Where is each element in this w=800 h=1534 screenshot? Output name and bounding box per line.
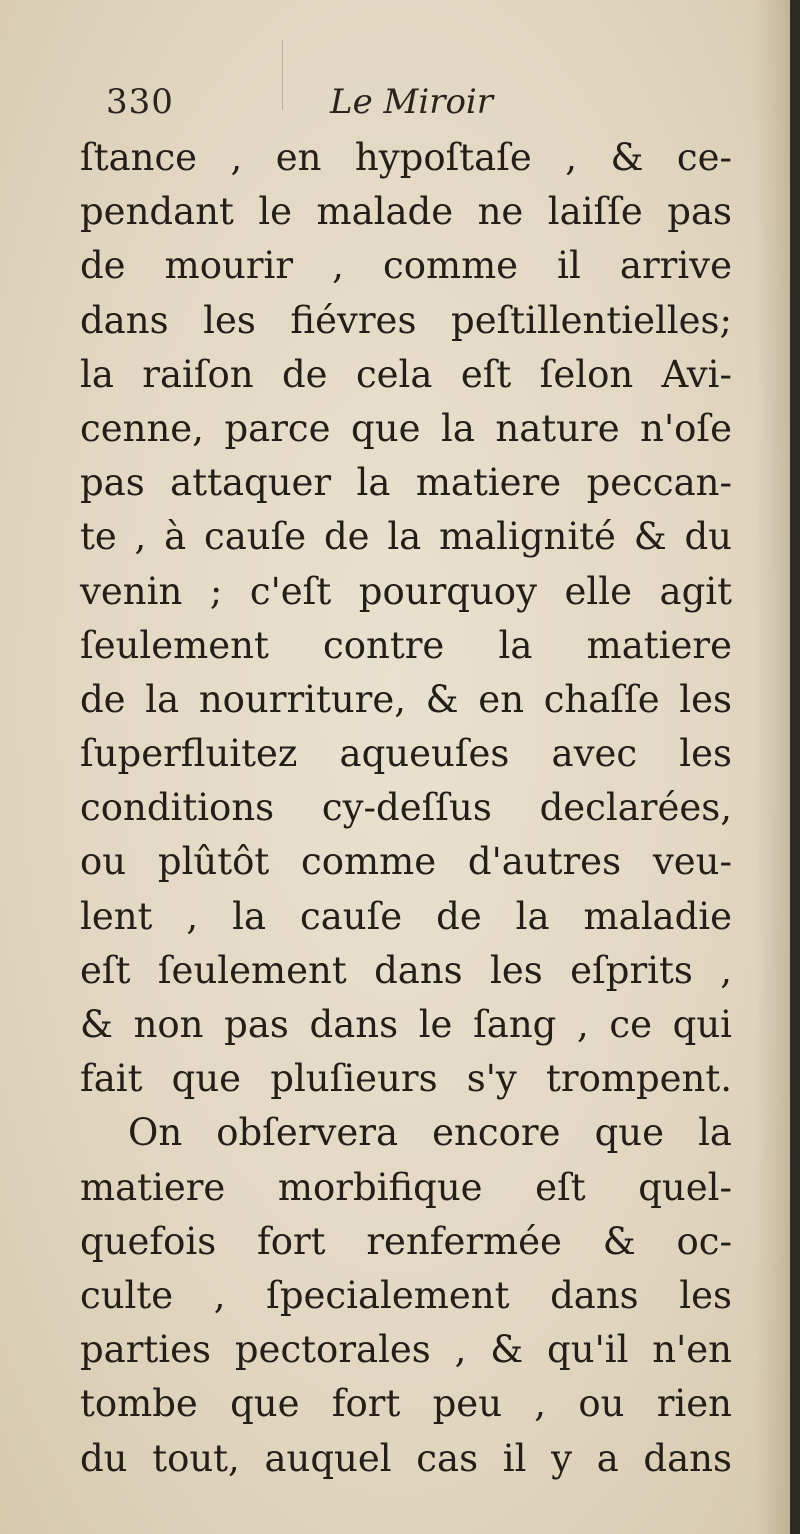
text-line: de la nourriture, & en chaſſe les bbox=[80, 677, 732, 721]
text-line: ſuperfluitez aqueuſes avec les bbox=[80, 732, 732, 776]
body-text bbox=[80, 131, 732, 1486]
text-line: culte , ſpecialement dans les bbox=[80, 1273, 732, 1317]
page-edge-shadow bbox=[790, 0, 800, 1534]
page-header bbox=[106, 82, 666, 130]
text-line: matiere morbifique eſt quel- bbox=[80, 1165, 732, 1209]
text-line: tombe que fort peu , ou rien bbox=[80, 1382, 732, 1426]
text-line: lent , la cauſe de la maladie bbox=[80, 894, 732, 938]
text-line: ou plûtôt comme d'autres veu- bbox=[80, 840, 732, 884]
text-line: eſt ſeulement dans les eſprits , bbox=[80, 948, 732, 992]
text-line: On obſervera encore que la bbox=[128, 1111, 732, 1155]
text-line: quefois fort renfermée & oc- bbox=[80, 1219, 732, 1263]
page-number: 330 bbox=[106, 82, 174, 122]
text-line: pas attaquer la matiere peccan- bbox=[80, 461, 732, 505]
text-line: & non pas dans le ſang , ce qui bbox=[80, 1003, 732, 1046]
text-line: ſeulement contre la matiere bbox=[80, 623, 732, 667]
text-line: la raiſon de cela eſt ſelon Avi- bbox=[80, 352, 732, 396]
text-line: de mourir , comme il arrive bbox=[80, 244, 732, 288]
text-line: du tout, auquel cas il y a dans bbox=[80, 1436, 732, 1480]
text-line: dans les fiévres peſtillentielles; bbox=[80, 298, 732, 342]
text-line: te , à cauſe de la malignité & du bbox=[80, 515, 732, 559]
text-line: cenne, parce que la nature n'oſe bbox=[80, 406, 732, 450]
text-line: conditions cy-deſſus declarées, bbox=[80, 786, 732, 830]
text-line: venin ; c'eſt pourquoy elle agit bbox=[80, 569, 732, 613]
text-line: fait que pluſieurs s'y trompent. bbox=[80, 1057, 732, 1101]
text-line: ſtance , en hypoſtaſe , & ce- bbox=[80, 136, 732, 179]
text-line: parties pectorales , & qu'il n'en bbox=[80, 1328, 732, 1372]
running-head: Le Miroir bbox=[330, 82, 494, 122]
text-line: pendant le malade ne laiſſe pas bbox=[80, 190, 732, 234]
